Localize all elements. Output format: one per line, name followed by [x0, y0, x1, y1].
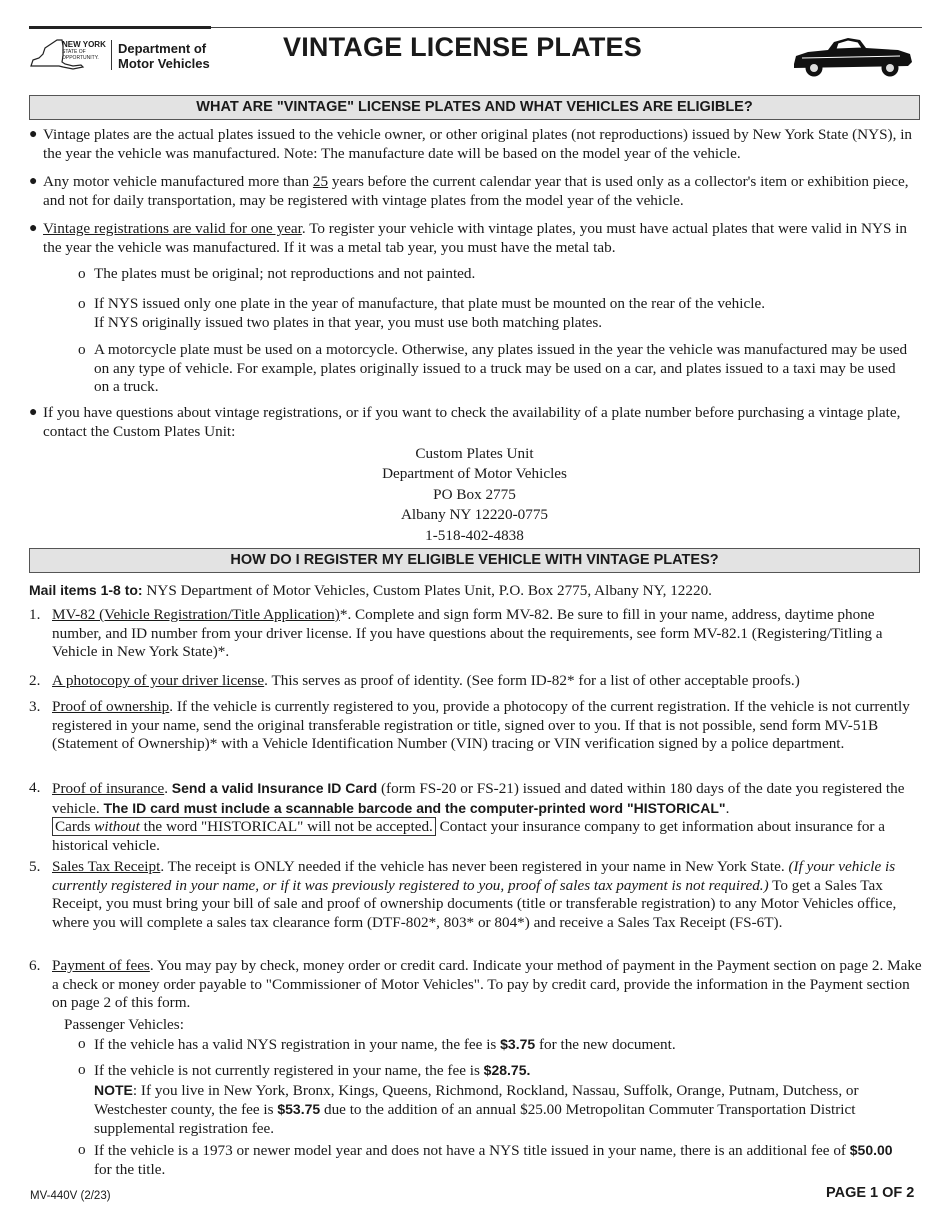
fee-not-registered: o If the vehicle is not currently registered in your name, the fee is $28.75. NOTE: If you live in New York, Bronx, Kings, Queens, Richmond, Rockland, Nassau, Suffolk, Orange, Putnam, Dutchess, or Westchester county, the fee is $53.75 due to the addition of an annual $25.00 Metropolitan Commuter Transportation District supplemental registration fee.: [78, 1061, 859, 1137]
top-rule: [29, 26, 211, 29]
bullet-validity: ● Vintage registrations are valid for one year. To register your vehicle with vintage plates, you must have actual plates that were valid in NYS in the year the vehicle was manufactured. If it was a metal tab year, you must have the metal tab.: [29, 220, 908, 256]
bullet-age-requirement: ● Any motor vehicle manufactured more than 25 years before the current calendar year that is used only as a collector's item or exhibition piece, and not for daily transportation, may be registered with vintage plates from the model year of the vehicle.: [29, 173, 909, 209]
form-code: MV-440V (2/23): [30, 1190, 111, 1202]
item-1-mv82: 1. MV-82 (Vehicle Registration/Title Application)*. Complete and sign form MV-82. Be sure to fill in your name, address, daytime phone number, and ID number from your driver license. If you have questions about the requirements, see form MV-82.1 (Registering/Titling a Vehicle in New York State)*.: [29, 606, 883, 661]
vintage-car-icon: [788, 34, 916, 80]
bullet-icon: ●: [29, 221, 38, 236]
top-rule-thin: [211, 27, 922, 28]
item-3-ownership: 3. Proof of ownership. If the vehicle is currently registered to you, provide a photocopy of the current registration. If the vehicle is not currently registered in your name, send the original transferable registration or title, signed over to you. If that is not possible, send form MV-51B (Statement of Ownership)* with a Vehicle Identification Number (VIN) tracing or VIN verification signed by a police department.: [29, 698, 910, 753]
phone-number: 1-518-402-4838: [425, 526, 524, 544]
document-title: VINTAGE LICENSE PLATES: [283, 32, 642, 62]
item-6-payment: 6. Payment of fees. You may pay by check, money order or credit card. Indicate your method of payment in the Payment section on page 2. Make a check or money order payable to "Commissioner of Motor Vehicles". To pay by credit card, provide the information in the Payment section on page 2 of this form.: [29, 957, 922, 1012]
sub-item-original-plates: o The plates must be original; not reproductions and not painted.: [78, 265, 476, 282]
logo-ny-text: NEW YORK STATE OF OPPORTUNITY.: [62, 40, 106, 61]
mail-instructions: Mail items 1-8 to: NYS Department of Motor Vehicles, Custom Plates Unit, P.O. Box 2775, Albany NY, 12220.: [29, 582, 712, 599]
bullet-contact: ● If you have questions about vintage registrations, or if you want to check the availability of a plate number before purchasing a vintage plate, contact the Custom Plates Unit:: [29, 404, 901, 440]
fee-registered: o If the vehicle has a valid NYS registration in your name, the fee is $3.75 for the new document.: [78, 1035, 676, 1053]
passenger-vehicles-heading: Passenger Vehicles:: [64, 1016, 184, 1033]
bullet-icon: ●: [29, 127, 38, 142]
item-5-sales-tax: 5. Sales Tax Receipt. The receipt is ONLY needed if the vehicle has never been registered in your name in New York State. (If your vehicle is currently registered in your name, or if it was previously registered to you, proof of sales tax payment is not required.) To get a Sales Tax Receipt, you must bring your bill of sale and proof of ownership documents (title or transferable registration) to any Motor Vehicles office, where you will complete a sales tax clearance form (DTF-802*, 803* or 804*) and receive a Sales Tax Receipt (FS-6T).: [29, 858, 897, 931]
sub-item-motorcycle-plates: o A motorcycle plate must be used on a motorcycle. Otherwise, any plates issued in the year the vehicle was manufactured may be used on any type of vehicle. For example, plates originally issued to a truck may be used on a car, and plates issued to a taxi may be used on a truck.: [78, 341, 908, 396]
logo-divider: [111, 40, 112, 70]
section-heading-eligibility: WHAT ARE "VINTAGE" LICENSE PLATES AND WHAT VEHICLES ARE ELIGIBLE?: [29, 95, 920, 120]
sub-item-plate-mounting: o If NYS issued only one plate in the year of manufacture, that plate must be mounted on the rear of the vehicle. If NYS originally issued two plates in that year, you must use both matching plates.: [78, 295, 765, 331]
dmv-logo: [29, 36, 215, 76]
page-number: PAGE 1 OF 2: [826, 1185, 915, 1201]
bullet-icon: ●: [29, 405, 38, 420]
custom-plates-address: Custom Plates Unit Department of Motor Vehicles PO Box 2775 Albany NY 12220-0775 1-518-402-4838: [29, 444, 920, 546]
logo-department-name: Department of Motor Vehicles: [118, 41, 210, 71]
historical-warning-box: Cards without the word "HISTORICAL" will not be accepted.: [52, 817, 436, 836]
bullet-vintage-definition: ● Vintage plates are the actual plates issued to the vehicle owner, or other original plates (not reproductions) issued by New York State (NYS), in the year the vehicle was manufactured. Note: The manufacture date will be based on the model year of the vehicle.: [29, 126, 913, 162]
bullet-icon: ●: [29, 174, 38, 189]
section-heading-registration: HOW DO I REGISTER MY ELIGIBLE VEHICLE WITH VINTAGE PLATES?: [29, 548, 920, 573]
item-4-insurance: 4. Proof of insurance. Send a valid Insurance ID Card (form FS-20 or FS-21) issued and dated within 180 days of the date you registered the vehicle. The ID card must include a scannable barcode and the computer-printed word "HISTORICAL". Cards without the word "HISTORICAL" will not be accepted. Contact your insurance company to get information about insurance for a historical vehicle.: [29, 779, 905, 854]
fee-title: o If the vehicle is a 1973 or newer model year and does not have a NYS title issued in your name, there is an additional fee of $50.00 for the title.: [78, 1141, 893, 1178]
item-2-license: 2. A photocopy of your driver license. This serves as proof of identity. (See form ID-82* for a list of other acceptable proofs.): [29, 672, 800, 689]
